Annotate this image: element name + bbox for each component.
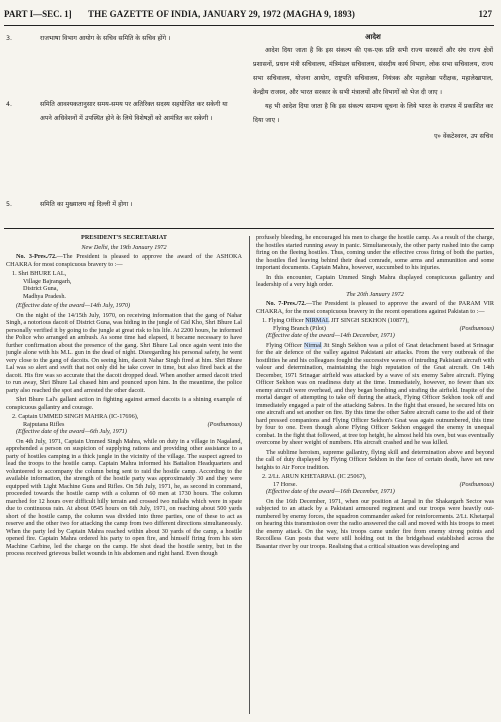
notification-number: No. 3-Pres./72.: [16, 253, 57, 260]
awardee-name: [256, 317, 494, 325]
citation-paragraph: On 4th July, 1971, Captain Ummed Singh Mahra, while on duty in a village in Nagaland, apprehended a person on suspicion of supplying rations and providing other assistance to a party of hostiles camping in a thick jungle in the vicinity of the village. The suspect agreed to lead the troops to the hostile camp. Captain Mahra informed his Battalion Headquarters and volunteered to accompany the column being sent to raid the hostile camp. According to the available information, the strength of the hostile party was approximately 30 and they were equipped with Light Machine Guns and Rifles. On 5th July, 1971, he, as second in command, proceeded towards the hostile camp with a column of 60 men at 1730 hours. The column marched for 12 hours over difficult hilly terrain and crossed two nullahs which were in spate due to continuous rain. At about 0545 hours on 6th July, 1971, on reaching about 500 yards short of the hostile camp, the column was divided into three parties, one of these to act as reserve and the other two for attacking the camp from two different directions simultaneously. When the party led by Captain Mahra reached within about 30 yards of the camp, a hostile opened fire. Captain Mahra ordered his party to open fire, and himself firing from his sten Machine Carbine, led the charge on the camp. He shot dead the hostile sentry, but in the process received grievous bullet wounds in his abdomen and right hand. Even though: [6, 437, 242, 557]
awardee-address: Madhya Pradesh.: [23, 292, 66, 300]
highlighted-name: NIRMAL: [305, 317, 330, 324]
citation-paragraph: Shri Bhure Lal's gallant action in fighting against armed dacoits is a shining example of conspicuous gallantry and courage.: [6, 396, 242, 411]
gazette-header: [4, 3, 494, 26]
column-divider: [249, 236, 250, 714]
item-number: 4.: [6, 101, 13, 108]
awardee-unit-row: [256, 325, 494, 333]
notification-intro: [6, 253, 242, 268]
citation-paragraph: In this encounter, Captain Ummed Singh Mahra displayed conspicuous gallantry and leadership of a very high order.: [256, 273, 494, 288]
posthumous-label: (Posthumous): [459, 324, 494, 332]
citation-paragraph: On the 16th December, 1971, when our position at Jarpal in the Shakargarh Sector was subjected to an attack by a Pakistani armoured regiment and our troops were heavily out-numbered by enemy forces, the squadron commander asked for reinforcements. 2/Lt. Khetarpal on hearing this transmission over the radio answered the call and moved with his troops to meet the enemy attack. On the way, his troops came under fire from enemy strong points and Recoilless Gun posts that were still holding out in the bridgehead established across the Basantar river by our troops. Realising that a critical situation was developing and: [256, 497, 494, 550]
awardee-unit-row: [6, 421, 242, 429]
awardee-name: 2. Captain UMMED SINGH MAHRA (IC-17696),: [12, 413, 139, 420]
signature: ए० वेंकटेश्वरन, उप सचिव: [434, 133, 493, 140]
organization-heading: PRESIDENT'S SECRETARIAT: [81, 234, 167, 241]
notification-number: No. 7-Pres./72.: [266, 300, 306, 307]
item-text: समिति आवश्यकतानुसार समय-समय पर अतिरिक्त सदस्य सहयोजित कर सकेगी या अपने अधिवेशनों में उपस्थित होने के लिये विशेषज्ञों को आमंत्रित कर सकेगी ।: [40, 101, 228, 122]
highlighted-name: Nirmal: [304, 341, 322, 349]
awardee-unit: Rajputana Rifles: [23, 420, 65, 428]
dateline: New Delhi, the 19th January 1972: [81, 243, 167, 251]
item-text: समिति का मुख्यालय नई दिल्ली में होगा ।: [40, 201, 133, 208]
awardee-unit: Flying Branch (Pilot): [273, 324, 326, 332]
order-heading: आदेश: [365, 33, 381, 41]
item-number: 3.: [6, 35, 13, 42]
awardee-name: 2. 2/Lt. ARUN KHETARPAL (IC 25067),: [262, 473, 367, 480]
section-divider: [4, 228, 494, 229]
notification-text: —The President is pleased to approve the award of the ASHOKA CHAKRA for most conspicuous bravery to :—: [6, 253, 242, 268]
dateline: The 20th January 1972: [346, 290, 404, 298]
citation-text: Jit Singh Sekhon was a pilot of Gnat detachment based at Srinagar for the air defence of the valley against Pakistani air attacks. From the very outbreak of the hostilities he and his colleagues fought the successive waves of intruding Pakistani aircraft with valour and determination, maintaining the high reputation of the Gnat aircraft. On 14th December, 1971 Srinagar airfield was attacked by a wave of six enemy Sabre aircraft. Flying Officer Sekhon was on readiness duty at the time. Immediately, however, no fewer than six enemy aircraft were overhead, and they began bombing and strafing the airfield. Inspite of the mortal danger of attempting to take off during the attack, Flying Officer Sekhon took off and immediately engaged a pair of the attacking Sabres. In the fight that ensued, he secured hits on one aircraft and set another on fire. By this time the other Sabre aircraft came to the aid of their hard pressed companions and Flying Officer Sekhon's Gnat was again outnumbered, this time by four to one. Even though alone Flying Officer Sekhon engaged the enemy in unequal combat. In the fight that followed, at tree top height, he almost held his own, but was eventually overcome by sheer weight of numbers. His aircraft crashed and he was killed.: [256, 341, 494, 446]
citation-paragraph: [256, 342, 494, 447]
awardee-name-suffix: JIT SINGH SEKHON (10877),: [329, 317, 409, 324]
awardee-name: 1. Shri BHURE LAL,: [12, 270, 67, 277]
page-number: 127: [478, 9, 492, 19]
left-column: [6, 234, 242, 716]
hindi-order-block: [253, 30, 493, 226]
citation-paragraph: The sublime heroism, supreme gallantry, flying skill and determination above and beyond the call of duty displayed by Flying Officer Sekhon in the face of certain death, have set new heights to Air Force tradition.: [256, 448, 494, 471]
posthumous-label: (Posthumous): [459, 480, 494, 488]
citation-paragraph: On the night of the 14/15th July, 1970, on receiving information that the gang of Nahar Singh, a notorious dacoit of District Guna, was hiding in the jungle of Gid Kho, Shri Bhure Lal personally verified it by going to the jungle at great risk to his life. At 2200 hours, he informed the Police who arranged an ambush. As some time had elapsed, it became necessary to have further confirmation about the presence of the gang. Shri Bhure Lal once again went into the jungle alone with his M.L. gun in the dead of night. Disregarding his personal safety, he went very close to the gang of dacoits. On seeing him, dacoit Nahar Singh fired at him. Shri Bhure Lal was so alert and swift that not only did he take cover in time, but also fired back at the dacoit. His fire was so accurate that the dacoit dropped dead. When another armed dacoit tried to run away, Shri Bhure Lal chased him and pounced upon him. In the meantime, the police party also reached the spot and arrested the other dacoit.: [6, 311, 242, 394]
awardee-address: District Guna,: [23, 285, 59, 292]
posthumous-label: (Posthumous): [207, 420, 242, 428]
right-column: [256, 234, 494, 716]
citation-text: Flying Officer: [266, 341, 305, 349]
order-paragraph-2: यह भी आदेश दिया जाता है कि इस संकल्प सामान्य सूचना के लिये भारत के राजपत्र में प्रकाशित कर दिया जाए ।: [253, 103, 493, 124]
awardee-address: Village Bajrangarh,: [23, 277, 72, 285]
item-number: 5.: [6, 201, 13, 208]
awardee-unit-row: [256, 481, 494, 489]
award-effective-date: (Effective date of the award—14th July, 1970): [16, 302, 131, 309]
citation-paragraph: profusely bleeding, he encouraged his men to charge the hostile camp. As a result of the charge, the hostiles started running away in panic. Simultaneously, the other party rushed into the camp firing on the fleeing hostiles. Thus, coming under the effective cross firing of both the parties, the hostiles fled leaving behind their dead comrade, some arms and ammunition and some important documents. Captain Mahra, however, succumbed to his injuries.: [256, 234, 494, 271]
award-effective-date: (Effective date of the award—16th December, 1971): [266, 488, 395, 495]
awardee-unit: 17 Horse.: [273, 480, 298, 488]
notification-intro: [256, 300, 494, 315]
notification-text: —The President is pleased to approve the award of the PARAM VIR CHAKRA, for the most conspicuous bravery in the recent operations against Pakistan to :—: [256, 300, 494, 315]
gazette-title: THE GAZETTE OF INDIA, JANUARY 29, 1972 (MAGHA 9, 1893): [88, 9, 355, 19]
award-effective-date: (Effective date of the award—6th July, 1971): [16, 428, 127, 435]
order-paragraph-1: आदेश दिया जाता है कि इस संकल्प की एक-एक प्रति सभी राज्य सरकारों और संघ राज्य क्षेत्रों प्रशासनों, प्रधान मंत्री सचिवालय, मंत्रिमंडल सचिवालय, संसदीय कार्य विभाग, लोक सभा सचिवालय, राज्य सभा सचिवालय, योजना आयोग, राष्ट्रपति सचिवालय, नियंत्रक और महालेखा परीक्षक, महालेखापाल, केन्द्रीय राजस्व, और भारत सरकार के सभी मंत्रालयों और विभागों को भेज दी जाए ।: [253, 47, 493, 96]
hindi-resolution-items: [6, 30, 242, 226]
part-section-label: PART I—SEC. 1]: [4, 9, 72, 19]
awardee-name-prefix: 1. Flying Officer: [262, 317, 306, 324]
award-effective-date: (Effective date of the award—14th December, 1971): [266, 332, 395, 339]
item-text: राजभाषा विभाग आयोग के सचिव समिति के सचिव होंगे ।: [40, 35, 171, 42]
